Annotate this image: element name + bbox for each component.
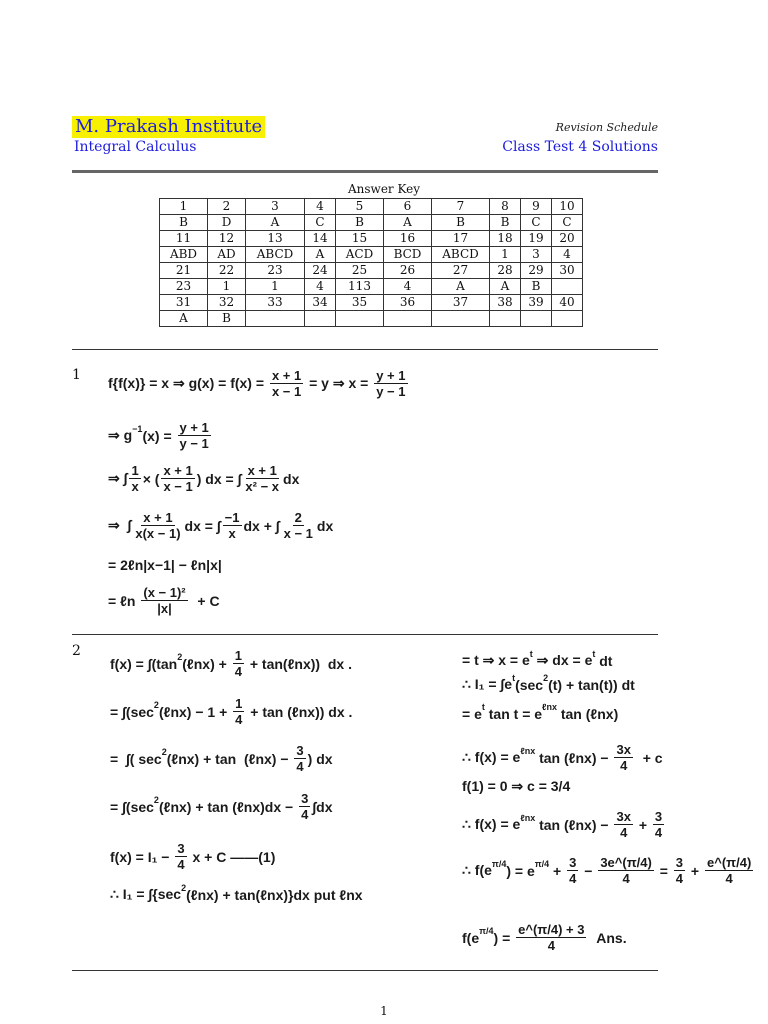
answer-key-cell: 3 [521, 247, 552, 263]
math-text: ∫dx [312, 798, 333, 815]
math-text: = ℓn [108, 592, 140, 609]
math-text: (ℓnx) + [182, 655, 231, 672]
fraction-denominator: 4 [654, 825, 663, 840]
answer-key-cell: 19 [521, 231, 552, 247]
math-fraction [233, 696, 244, 727]
answer-key-cell: A [490, 279, 521, 295]
answer-key-cell: ABCD [246, 247, 305, 263]
answer-key-cell: ABD [160, 247, 208, 263]
math-superscript: t [592, 648, 596, 659]
answer-key-cell: 4 [552, 247, 583, 263]
fraction-denominator: x(x − 1) [135, 526, 181, 541]
answer-key-cell: 37 [432, 295, 490, 311]
math-fraction [299, 791, 310, 822]
math-text: dx = ∫ [184, 517, 221, 534]
problem-number: 1 [72, 367, 81, 383]
answer-key-cell: BCD [384, 247, 432, 263]
answer-key-cell: C [552, 215, 583, 231]
fraction-numerator: 3 [569, 855, 577, 870]
math-text: + tan(ℓnx)) dx . [245, 655, 352, 672]
page-number: 1 [380, 1004, 388, 1018]
fraction-numerator: y + 1 [376, 368, 406, 383]
answer-key-cell [552, 279, 583, 295]
math-fraction [161, 463, 194, 494]
math-fraction [674, 855, 685, 886]
fraction-numerator: 2 [294, 510, 302, 525]
math-fraction [653, 809, 664, 840]
fraction-denominator: 4 [620, 825, 628, 840]
math-fraction [598, 855, 654, 886]
math-fraction [374, 368, 407, 399]
fraction-denominator: y − 1 [179, 436, 209, 451]
fraction-numerator: 1 [235, 696, 243, 711]
fraction-denominator: 4 [234, 664, 242, 679]
math-line [110, 791, 333, 822]
math-text: = 2ℓn|x−1| − ℓn|x| [108, 557, 222, 573]
math-text: ∴ I₁ = ∫{sec [110, 886, 182, 902]
answer-key-cell: 24 [305, 263, 336, 279]
answer-key-cell: 10 [552, 199, 583, 215]
answer-key-cell [336, 311, 384, 327]
fraction-numerator: x + 1 [163, 463, 193, 478]
schedule-label: Revision Schedule [555, 121, 658, 134]
math-text: + tan (ℓnx)) dx . [246, 703, 353, 720]
fraction-denominator: x − 1 [163, 479, 193, 494]
fraction-denominator: x [228, 526, 236, 541]
fraction-numerator: x + 1 [271, 368, 302, 383]
math-line [462, 742, 663, 773]
math-fraction [282, 510, 315, 541]
answer-key-cell: 6 [384, 199, 432, 215]
answer-key-cell: 29 [521, 263, 552, 279]
answer-key-cell: D [208, 215, 246, 231]
fraction-denominator: 4 [622, 871, 630, 886]
math-superscript: π/4 [534, 858, 550, 869]
answer-key-cell: 7 [432, 199, 490, 215]
math-superscript: ℓnx [542, 702, 557, 712]
fraction-numerator: 3 [675, 855, 684, 870]
math-superscript: π/4 [491, 858, 507, 869]
math-line [462, 922, 627, 953]
math-fraction [294, 743, 305, 774]
fraction-numerator: 3 [296, 743, 304, 758]
fraction-denominator: x [131, 479, 139, 494]
fraction-numerator: x + 1 [247, 463, 277, 478]
fraction-numerator: 3e^(π/4) [600, 855, 652, 870]
fraction-numerator: 3x [616, 742, 631, 757]
math-superscript: −1 [132, 423, 143, 434]
math-superscript: 2 [177, 651, 183, 662]
answer-key-cell: 14 [305, 231, 336, 247]
math-line [108, 557, 222, 573]
math-superscript: t [529, 648, 533, 659]
answer-key-cell: B [521, 279, 552, 295]
fraction-denominator: x − 1 [283, 526, 313, 541]
answer-key-cell: 33 [246, 295, 305, 311]
math-text: (ℓnx) − 1 + [158, 703, 232, 720]
fraction-denominator: 4 [725, 871, 733, 886]
answer-key-cell: 13 [246, 231, 305, 247]
test-title: Class Test 4 Solutions [502, 139, 658, 155]
answer-key-cell: B [432, 215, 490, 231]
fraction-denominator: 4 [569, 871, 577, 886]
math-fraction [223, 510, 242, 541]
math-text: = [655, 862, 672, 879]
fraction-numerator: 3x [616, 809, 631, 824]
answer-key-cell: 22 [208, 263, 246, 279]
math-line [110, 696, 352, 727]
answer-key-cell [305, 311, 336, 327]
answer-key-cell: A [246, 215, 305, 231]
fraction-denominator: 4 [620, 758, 628, 773]
answer-key-cell: A [305, 247, 336, 263]
math-text: Ans. [588, 929, 627, 946]
answer-key-cell: 1 [490, 247, 521, 263]
math-text: ) dx [307, 750, 333, 767]
math-text: (ℓnx) + tan(ℓnx)}dx put ℓnx [186, 886, 363, 903]
math-line [110, 841, 275, 872]
answer-key-cell [552, 311, 583, 327]
answer-key-table [159, 198, 583, 327]
answer-key-cell: 40 [552, 295, 583, 311]
answer-key-cell: 1 [160, 199, 208, 215]
answer-key-cell: 32 [208, 295, 246, 311]
fraction-denominator: 4 [177, 857, 185, 872]
math-text: ⇒ ∫ [108, 517, 132, 533]
answer-key-cell: C [521, 215, 552, 231]
answer-key-cell: B [490, 215, 521, 231]
math-text: (t) + tan(t)) dt [548, 676, 635, 693]
answer-key-cell: B [160, 215, 208, 231]
answer-key-cell: C [305, 215, 336, 231]
math-text: ⇒ dx = e [532, 652, 593, 668]
math-superscript: 2 [153, 699, 159, 710]
answer-key-cell: 9 [521, 199, 552, 215]
fraction-numerator: e^(π/4) [707, 855, 752, 870]
answer-key-cell: 1 [208, 279, 246, 295]
math-text: = ∫(sec [110, 798, 154, 815]
math-line [110, 743, 333, 774]
fraction-numerator: 3 [301, 791, 309, 806]
answer-key-cell: 16 [384, 231, 432, 247]
math-text: − [580, 862, 597, 879]
math-line [108, 585, 220, 616]
answer-key-cell: ACD [336, 247, 384, 263]
math-text: ∴ I₁ = ∫e [462, 676, 513, 692]
math-fraction [133, 510, 182, 541]
math-fraction [243, 463, 281, 494]
section-divider [72, 970, 658, 971]
math-text: tan (ℓnx) [556, 706, 619, 722]
math-text: dx + ∫ [243, 517, 280, 534]
math-text: f(x) = I₁ − [110, 848, 174, 865]
answer-key-cell: A [384, 215, 432, 231]
answer-key-cell: 21 [160, 263, 208, 279]
answer-key-row [160, 279, 583, 295]
answer-key-cell: 34 [305, 295, 336, 311]
math-superscript: π/4 [479, 925, 494, 936]
math-superscript: 2 [543, 672, 549, 683]
math-text: ∴ f(e [462, 862, 492, 878]
section-divider [72, 349, 658, 350]
math-text: f(x) = ∫(tan [110, 655, 178, 672]
answer-key-cell: 4 [384, 279, 432, 295]
answer-key-cell: 11 [160, 231, 208, 247]
math-fraction [270, 368, 303, 399]
answer-key-cell: 12 [208, 231, 246, 247]
fraction-denominator: x − 1 [271, 384, 302, 399]
math-fraction [141, 585, 187, 616]
answer-key-cell: 35 [336, 295, 384, 311]
answer-key-cell: 1 [246, 279, 305, 295]
math-fraction [705, 855, 753, 886]
fraction-numerator: 1 [131, 463, 139, 478]
math-text: (x) = [142, 427, 176, 444]
answer-key-row [160, 199, 583, 215]
answer-key-cell: 8 [490, 199, 521, 215]
answer-key-cell: 39 [521, 295, 552, 311]
fraction-numerator: 3 [177, 841, 185, 856]
answer-key-cell: 36 [384, 295, 432, 311]
math-line [108, 420, 213, 451]
answer-key-cell: 113 [336, 279, 384, 295]
fraction-denominator: 4 [301, 807, 309, 822]
answer-key-cell: 38 [490, 295, 521, 311]
math-text: dt [595, 652, 613, 669]
answer-key-row [160, 215, 583, 231]
answer-key-cell: 4 [305, 279, 336, 295]
answer-key-cell: 23 [160, 279, 208, 295]
fraction-numerator: 1 [234, 648, 242, 663]
fraction-numerator: x + 1 [143, 510, 173, 525]
answer-key-row [160, 295, 583, 311]
answer-key-row [160, 231, 583, 247]
math-line [108, 463, 299, 494]
math-line [462, 778, 570, 795]
fraction-denominator: |x| [157, 601, 172, 616]
answer-key-cell: 3 [246, 199, 305, 215]
math-text: ∴ f(x) = e [462, 816, 521, 832]
answer-key-cell: A [160, 311, 208, 327]
section-divider [72, 634, 658, 635]
math-text: tan (ℓnx) − [535, 749, 613, 766]
answer-key-cell: 18 [490, 231, 521, 247]
math-line [462, 855, 755, 886]
answer-key-cell [490, 311, 521, 327]
math-text: tan (ℓnx) − [535, 816, 613, 833]
math-line [108, 368, 410, 399]
math-text: + [634, 816, 651, 833]
answer-key-cell: 17 [432, 231, 490, 247]
math-text: = ∫(sec [110, 703, 154, 720]
math-text: + [687, 862, 703, 879]
math-text: = ∫( sec [110, 750, 162, 767]
answer-key-row [160, 263, 583, 279]
answer-key-cell [521, 311, 552, 327]
math-text: dx [283, 470, 300, 487]
answer-key-cell: 4 [305, 199, 336, 215]
math-superscript: ℓnx [520, 812, 536, 823]
math-line [108, 510, 333, 541]
math-text: = e [462, 706, 482, 722]
answer-key-caption: Answer Key [348, 182, 420, 196]
math-fraction [178, 420, 211, 451]
header-rule [72, 170, 658, 173]
answer-key-cell: 2 [208, 199, 246, 215]
math-text: ⇒ g [108, 427, 133, 443]
math-text: x + C ——(1) [188, 848, 276, 865]
math-text: (ℓnx) + tan (ℓnx)dx − [158, 798, 298, 815]
answer-key-cell: A [432, 279, 490, 295]
math-fraction [175, 841, 186, 872]
math-text: × ( [142, 470, 160, 487]
answer-key-cell: AD [208, 247, 246, 263]
math-fraction [614, 809, 632, 840]
math-text: ⇒ ∫ [108, 470, 128, 486]
math-text: + C [189, 592, 220, 609]
fraction-numerator: y + 1 [179, 420, 209, 435]
math-text: ) dx = ∫ [196, 470, 242, 487]
answer-key-cell: ABCD [432, 247, 490, 263]
math-line [462, 702, 619, 722]
answer-key-cell [432, 311, 490, 327]
answer-key-cell: 30 [552, 263, 583, 279]
answer-key-cell: B [208, 311, 246, 327]
answer-key-cell: 28 [490, 263, 521, 279]
math-text: = t ⇒ x = e [462, 652, 530, 668]
answer-key-row [160, 247, 583, 263]
math-text: + [549, 862, 566, 879]
answer-key-cell: 5 [336, 199, 384, 215]
fraction-denominator: y − 1 [376, 384, 406, 399]
institute-name: M. Prakash Institute [72, 116, 265, 138]
answer-key-cell [384, 311, 432, 327]
math-text: tan t = e [484, 706, 543, 722]
math-line [110, 648, 352, 679]
math-text: ∴ f(x) = e [462, 749, 521, 765]
fraction-denominator: 4 [296, 759, 304, 774]
fraction-denominator: 4 [675, 871, 684, 886]
math-text: (sec [515, 676, 544, 693]
fraction-numerator: (x − 1)² [143, 585, 186, 600]
answer-key-cell: B [336, 215, 384, 231]
fraction-numerator: e^(π/4) + 3 [518, 922, 585, 937]
math-text: dx [316, 517, 334, 534]
math-superscript: t [512, 672, 516, 683]
math-superscript: t [481, 702, 485, 712]
math-text: f(1) = 0 ⇒ c = 3/4 [462, 778, 571, 794]
math-text: (ℓnx) + tan (ℓnx) − [166, 750, 293, 767]
answer-key-row [160, 311, 583, 327]
math-fraction [516, 922, 586, 953]
math-fraction [129, 463, 140, 494]
answer-key-cell: 25 [336, 263, 384, 279]
answer-key-cell: 20 [552, 231, 583, 247]
fraction-denominator: x² − x [245, 479, 280, 494]
answer-key-cell: 31 [160, 295, 208, 311]
fraction-denominator: 4 [547, 938, 555, 953]
answer-key-cell: 15 [336, 231, 384, 247]
math-line [462, 809, 666, 840]
problem-number: 2 [72, 643, 81, 659]
math-line [462, 648, 613, 669]
math-superscript: 2 [153, 794, 159, 805]
math-fraction [614, 742, 632, 773]
math-superscript: 2 [181, 882, 187, 893]
fraction-numerator: −1 [224, 510, 240, 525]
math-text: ) = e [506, 862, 535, 879]
math-fraction [233, 648, 244, 679]
math-superscript: ℓnx [520, 745, 536, 756]
math-text: = y ⇒ x = [305, 375, 373, 391]
math-superscript: 2 [161, 746, 167, 757]
answer-key-cell: 23 [246, 263, 305, 279]
math-line [110, 882, 363, 903]
math-text: f(e [462, 929, 480, 946]
math-text: ) = [493, 929, 515, 946]
math-fraction [567, 855, 578, 886]
math-text: + c [634, 749, 663, 766]
answer-key-cell [246, 311, 305, 327]
math-text: f{f(x)} = x ⇒ g(x) = f(x) = [108, 375, 268, 391]
answer-key-cell: 27 [432, 263, 490, 279]
math-line [462, 672, 635, 693]
fraction-denominator: 4 [235, 712, 243, 727]
subject-title: Integral Calculus [74, 139, 197, 155]
answer-key-cell: 26 [384, 263, 432, 279]
fraction-numerator: 3 [654, 809, 663, 824]
